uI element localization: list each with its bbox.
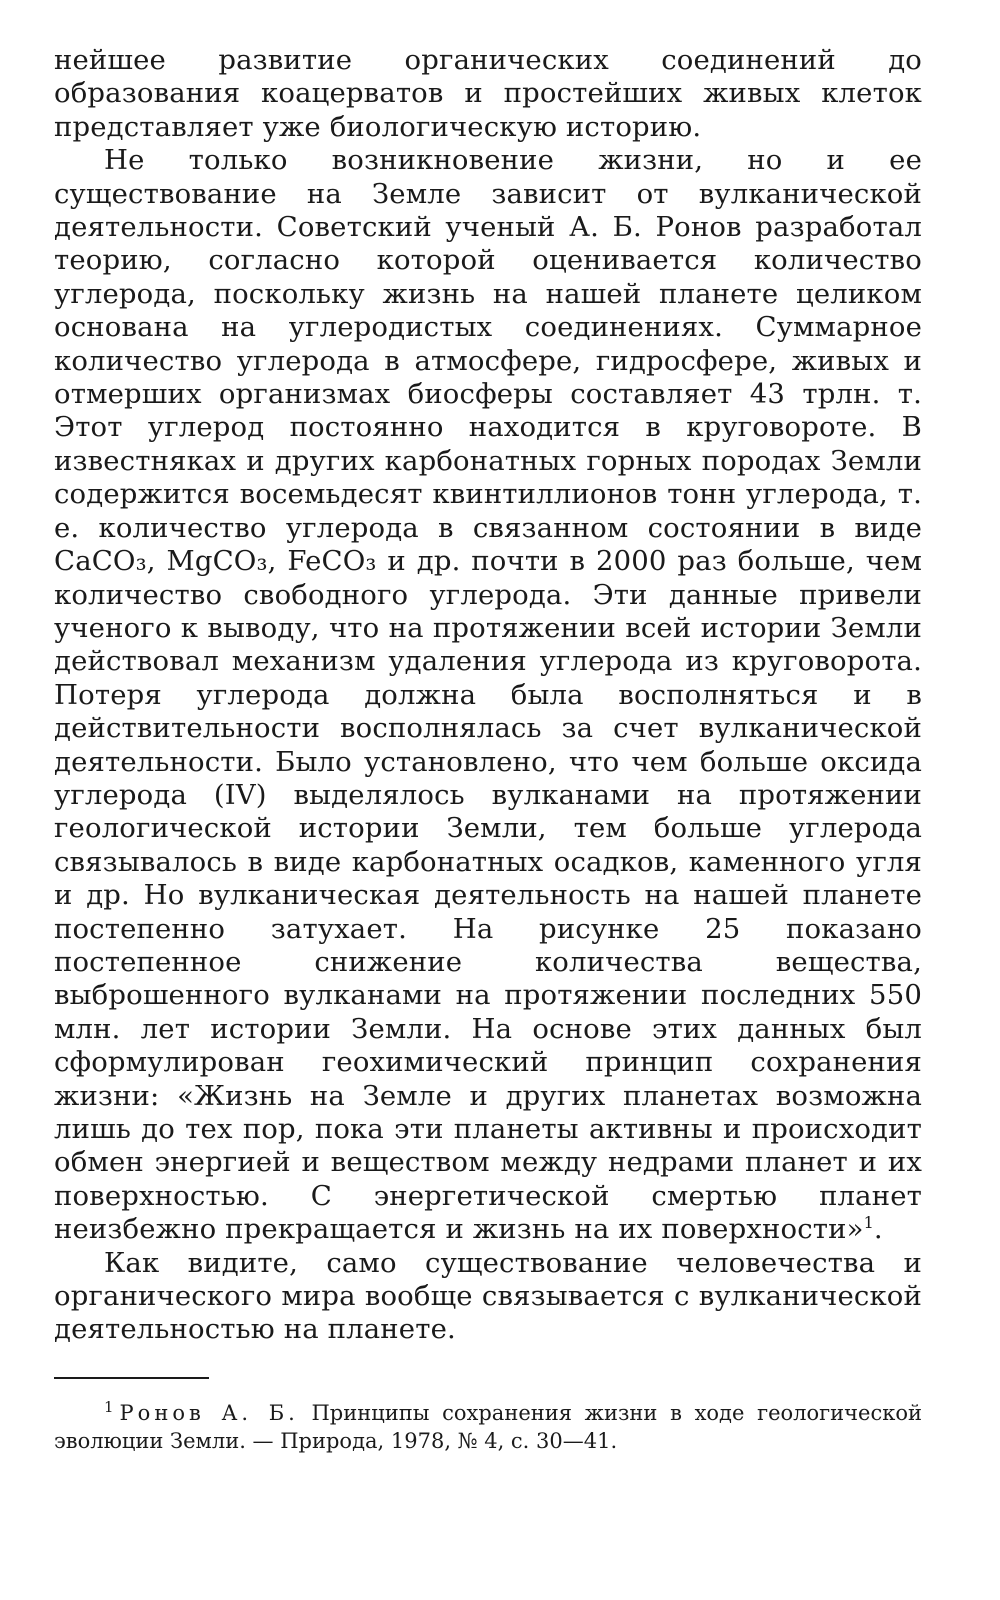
paragraph-volcanic-activity: Не только возникновение жизни, но и ее существование на Земле зависит от вулканической деятельности. Советский ученый А. Б. Ронов разработал теорию, согласно которой оценивается количество углерода, поскольку жизнь на нашей планете целиком основана на углеродистых соединениях. Суммарное количество углерода в атмосфере, гидросфере, живых и отмерших организмах биосферы составляет 43 трлн. т. Этот углерод постоянно находится в круговороте. В известняках и других карбонатных горных породах Земли содержится восемьдесят квинтиллионов тонн углерода, т. е. количество углерода в связанном состоянии в виде CaCO₃, MgCO₃, FeCO₃ и др. почти в 2000 раз больше, чем количество свободного углерода. Эти данные привели ученого к выводу, что на протяжении всей истории Земли действовал механизм удаления углерода из круговорота. Потеря углерода должна была восполняться и в действительности восполнялась за счет вулканической деятельности. Было установлено, что чем больше оксида углерода (IV) выделялось вулканами на протяжении геологической истории Земли, тем больше углерода связывалось в виде карбонатных осадков, каменного угля и др. Но вулканическая деятельность на нашей планете постепенно затухает. На рисунке 25 показано постепенное снижение количества вещества, выброшенного вулканами на протяжении последних 550 млн. лет истории Земли. На основе этих данных был сформулирован геохимический принцип сохранения жизни: «Жизнь на Земле и других планетах возможна лишь до тех пор, пока эти планеты активны и происходит обмен энергией и веществом между недрами планет и их поверхностью. С энергетической смертью планет неизбежно прекращается и жизнь на их поверхности»$^1$. [54, 144, 922, 1246]
footnote-author: Ронов А. Б. [119, 1400, 299, 1425]
footnote-divider [54, 1377, 209, 1379]
footnote-reference: 1 [863, 1213, 874, 1233]
page-body [54, 44, 922, 1455]
paragraph-conclusion: Как видите, само существование человечества и органического мира вообще связывается с вулканической деятельностью на планете. [54, 1246, 922, 1346]
footnote-text: Принципы сохранения жизни в ходе геологической эволюции Земли. — Природа, 1978, № 4, с. 30—41. [54, 1400, 922, 1453]
paragraph-volcanic-activity-text: Не только возникновение жизни, но и ее существование на Земле зависит от вулканической деятельности. Советский ученый А. Б. Ронов разработал теорию, согласно которой оценивается количество углерода, поскольку жизнь на нашей планете целиком основана на углеродистых соединениях. Суммарное количество углерода в атмосфере, гидросфере, живых и отмерших организмах биосферы составляет 43 трлн. т. Этот углерод постоянно находится в круговороте. В известняках и других карбонатных горных породах Земли содержится восемьдесят квинтиллионов тонн углерода, т. е. количество углерода в связанном состоянии в виде CaCO₃, MgCO₃, FeCO₃ и др. почти в 2000 раз больше, чем количество свободного углерода. Эти данные привели ученого к выводу, что на протяжении всей истории Земли действовал механизм удаления углерода из круговорота. Потеря углерода должна была восполняться и в действительности восполнялась за счет вулканической деятельности. Было установлено, что чем больше оксида углерода (IV) выделялось вулканами на протяжении геологической истории Земли, тем больше углерода связывалось в виде карбонатных осадков, каменного угля и др. Но вулканическая деятельность на нашей планете постепенно затухает. На рисунке 25 показано постепенное снижение количества вещества, выброшенного вулканами на протяжении последних 550 млн. лет истории Земли. На основе этих данных был сформулирован геохимический принцип сохранения жизни: «Жизнь на Земле и других планетах возможна лишь до тех пор, пока эти планеты активны и происходит обмен энергией и веществом между недрами планет и их поверхностью. С энергетической смертью планет неизбежно прекращается и жизнь на их поверхности» [54, 144, 922, 1246]
paragraph-continuation: нейшее развитие органических соединений до образования коацерватов и простейших живых клеток представляет уже биологическую историю. [54, 44, 922, 143]
footnote-mark: 1 [104, 1397, 114, 1416]
footnote [54, 1399, 922, 1455]
